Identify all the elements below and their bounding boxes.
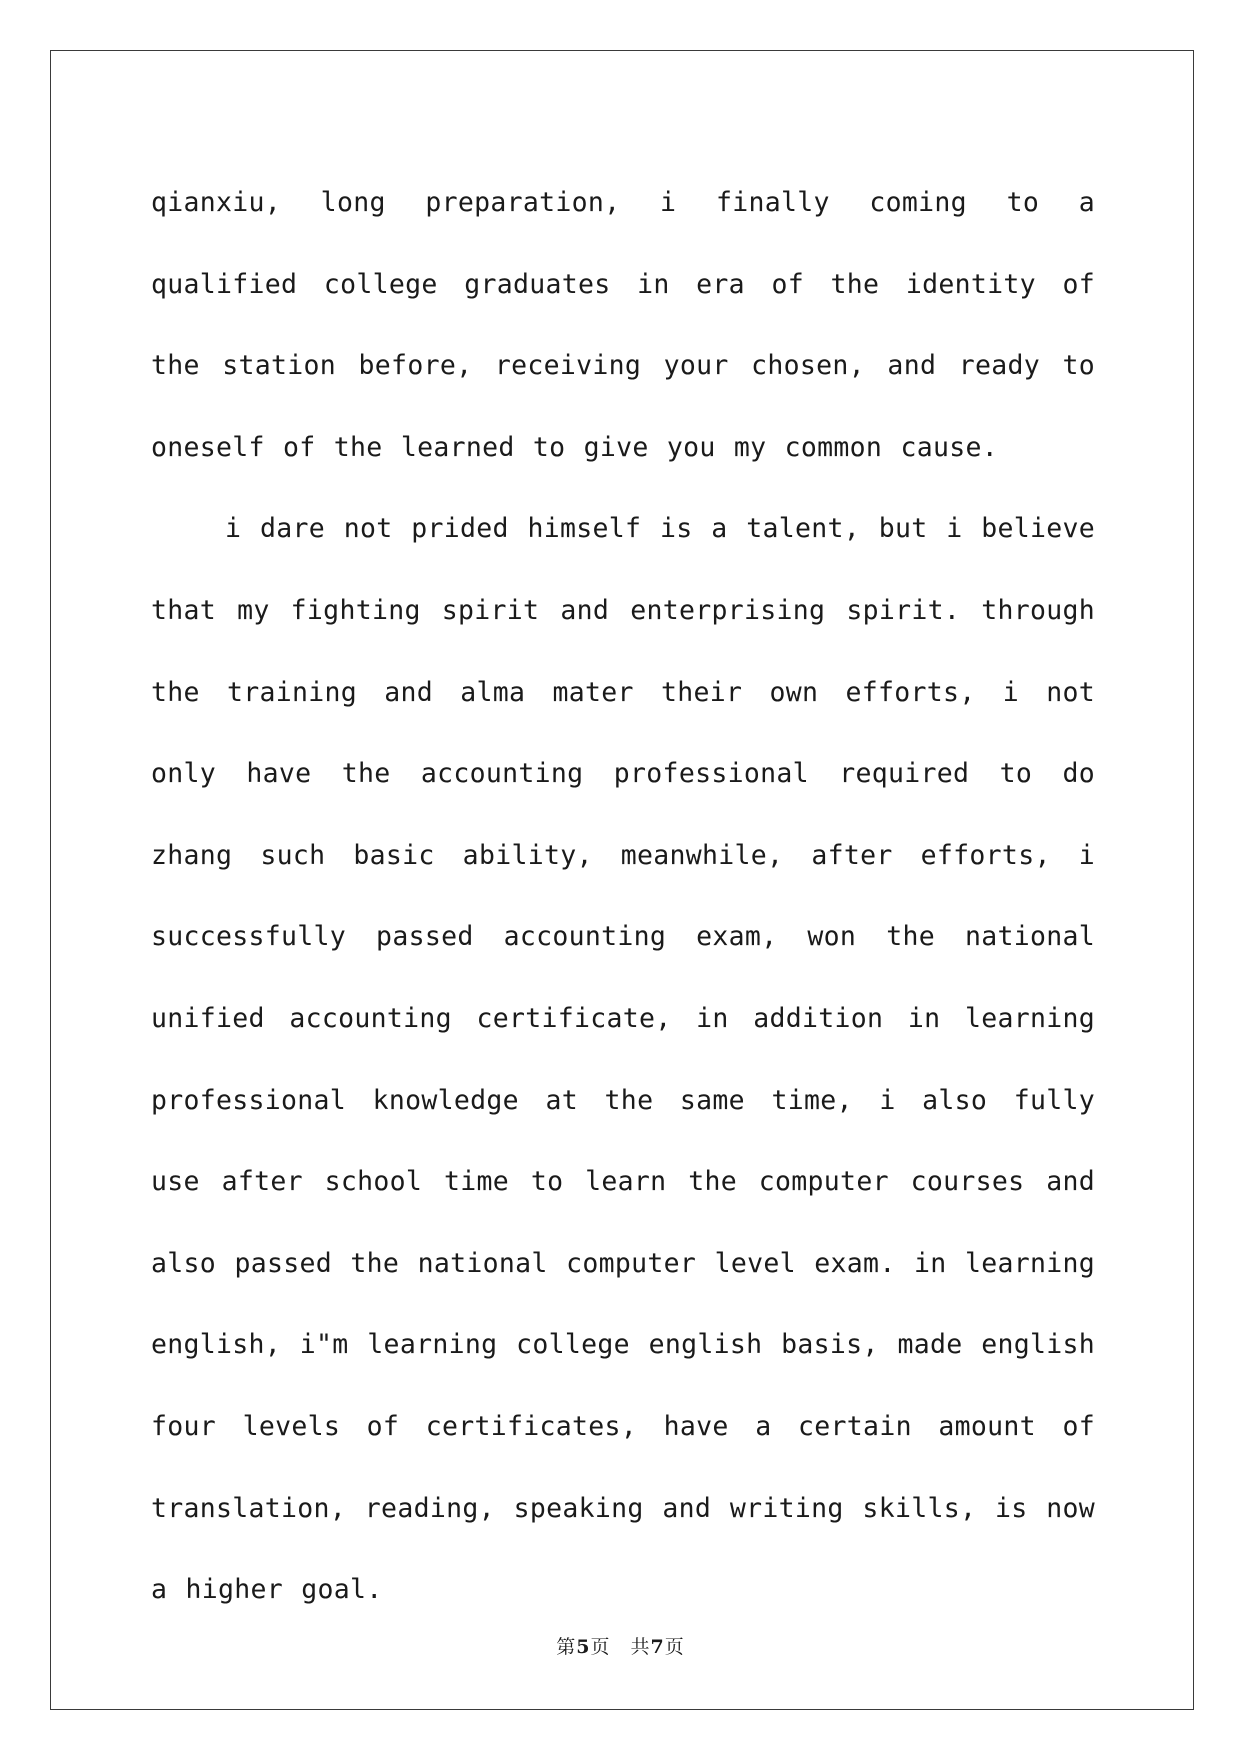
- page-prefix: 第: [556, 1636, 577, 1658]
- page-suffix: 页: [590, 1636, 611, 1658]
- total-suffix: 页: [664, 1636, 685, 1658]
- page-footer: [0, 1632, 1241, 1659]
- total-pages: 7: [650, 1636, 665, 1658]
- page-number: 5: [576, 1636, 591, 1658]
- paragraph-2: i dare not prided himself is a talent, but i believe that my fighting spirit and enterprising spirit. through the training and alma mater their own efforts, i not only have the accounting professional required to do zhang such basic ability, meanwhile, after efforts, i successfully passed accounting exam, won the national unified accounting certificate, in addition in learning professional knowledge at the same time, i also fully use after school time to learn the computer courses and also passed the national computer level exam. in learning english, i"m learning college english basis, made english four levels of certificates, have a certain amount of translation, reading, speaking and writing skills, is now a higher goal.: [151, 513, 1095, 1606]
- document-body: [151, 162, 1095, 1631]
- paragraph-1: qianxiu, long preparation, i finally coming to a qualified college graduates in era of the identity of the station before, receiving your chosen, and ready to oneself of the learned to give you my common cause.: [151, 187, 1095, 463]
- total-prefix: 共: [630, 1636, 651, 1658]
